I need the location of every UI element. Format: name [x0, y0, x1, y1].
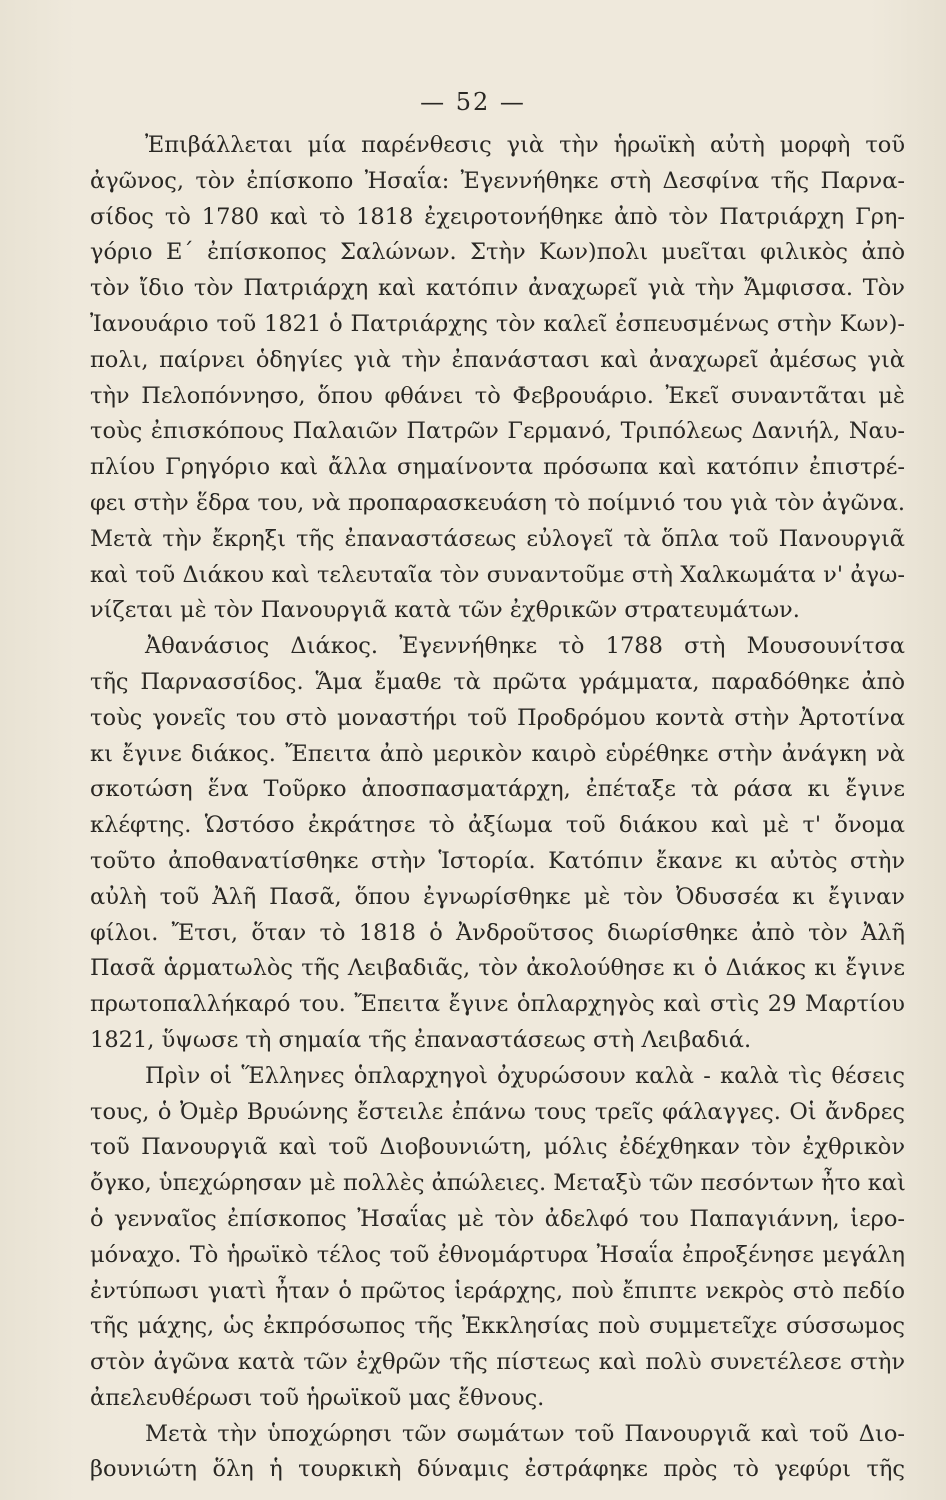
text-line: Πασᾶ ἁρματωλὸς τῆς Λειβαδιᾶς, τὸν ἀκολούθησε κι ὁ Διάκος κι ἔγινε [90, 955, 905, 982]
text-line: τῆς Παρνασσίδος. Ἅμα ἔμαθε τὰ πρῶτα γράμματα, παραδόθηκε ἀπὸ [90, 668, 905, 695]
text-line: βουνιώτη ὅλη ἡ τουρκικὴ δύναμις ἐστράφηκε πρὸς τὸ γεφύρι τῆς [90, 1456, 905, 1483]
text-line: κι ἔγινε διάκος. Ἔπειτα ἀπὸ μερικὸν καιρὸ εὑρέθηκε στὴν ἀνάγκη νὰ [90, 740, 905, 767]
text-line: πρωτοπαλλήκαρό του. Ἔπειτα ἔγινε ὁπλαρχηγὸς καὶ στὶς 29 Μαρτίου [90, 991, 905, 1018]
text-line: σκοτώση ἕνα Τοῦρκο ἀποσπασματάρχη, ἐπέταξε τὰ ράσα κι ἔγινε [90, 776, 905, 803]
text-line: κλέφτης. Ὡστόσο ἐκράτησε τὸ ἀξίωμα τοῦ διάκου καὶ μὲ τ' ὄνομα [90, 812, 905, 839]
text-line: τοῦτο ἀποθανατίσθηκε στὴν Ἱστορία. Κατόπιν ἔκανε κι αὐτὸς στὴν [90, 847, 905, 874]
text-line: τοὺς γονεῖς του στὸ μοναστήρι τοῦ Προδρόμου κοντὰ στὴν Ἀρτοτίνα [90, 704, 905, 731]
text-line: τὴν Πελοπόννησο, ὅπου φθάνει τὸ Φεβρουάριο. Ἐκεῖ συναντᾶται μὲ [90, 382, 905, 409]
text-line: νίζεται μὲ τὸν Πανουργιᾶ κατὰ τῶν ἐχθρικῶν στρατευμάτων. [90, 597, 800, 624]
text-line: καὶ τοῦ Διάκου καὶ τελευταῖα τὸν συναντοῦμε στὴ Χαλκωμάτα ν' ἀγω- [90, 561, 905, 588]
text-line: τῆς μάχης, ὡς ἐκπρόσωπος τῆς Ἐκκλησίας ποὺ συμμετεῖχε σύσσωμος [90, 1313, 905, 1340]
text-line: Ἐπιβάλλεται μία παρένθεσις γιὰ τὴν ἡρωϊκὴ αὐτὴ μορφὴ τοῦ [145, 132, 905, 158]
text-line: ἀπελευθέρωσι τοῦ ἡρωϊκοῦ μας ἔθνους. [90, 1384, 545, 1411]
text-line: φει στὴν ἕδρα του, νὰ προπαρασκευάση τὸ ποίμνιό του γιὰ τὸν ἀγῶνα. [90, 489, 905, 516]
text-line: Πρὶν οἱ Ἕλληνες ὁπλαρχηγοὶ ὀχυρώσουν καλὰ - καλὰ τὶς θέσεις [145, 1062, 905, 1089]
text-line: μόναχο. Τὸ ἡρωϊκὸ τέλος τοῦ ἐθνομάρτυρα Ἠσαΐα ἐπροξένησε μεγάλη [90, 1241, 905, 1268]
text-line: Ἰανουάριο τοῦ 1821 ὁ Πατριάρχης τὸν καλεῖ ἐσπευσμένως στὴν Κων)- [90, 310, 905, 337]
text-line: πλίου Γρηγόριο καὶ ἄλλα σημαίνοντα πρόσωπα καὶ κατόπιν ἐπιστρέ- [90, 454, 905, 481]
text-line: Ἀθανάσιος Διάκος. Ἐγεννήθηκε τὸ 1788 στὴ Μουσουνίτσα [145, 633, 905, 660]
text-line: Μετὰ τὴν ὑποχώρησι τῶν σωμάτων τοῦ Πανουργιᾶ καὶ τοῦ Διο- [145, 1420, 905, 1447]
text-line: στὸν ἀγῶνα κατὰ τῶν ἐχθρῶν τῆς πίστεως καὶ πολὺ συνετέλεσε στὴν [90, 1349, 905, 1376]
body-text [90, 128, 905, 1488]
text-line: ὁ γενναῖος ἐπίσκοπος Ἠσαΐας μὲ τὸν ἀδελφό του Παπαγιάννη, ἱερο- [90, 1205, 905, 1232]
text-line: 1821, ὕψωσε τὴ σημαία τῆς ἐπαναστάσεως στὴ Λειβαδιά. [90, 1026, 752, 1053]
text-line: γόριο Ε΄ ἐπίσκοπος Σαλώνων. Στὴν Κων)πολι μυεῖται φιλικὸς ἀπὸ [90, 239, 905, 266]
page-number: — 52 — [420, 88, 526, 116]
text-line: ἐντύπωσι γιατὶ ἦταν ὁ πρῶτος ἱεράρχης, ποὺ ἔπιπτε νεκρὸς στὸ πεδίο [90, 1277, 905, 1304]
text-line: ὄγκο, ὑπεχώρησαν μὲ πολλὲς ἀπώλειες. Μεταξὺ τῶν πεσόντων ἦτο καὶ [90, 1170, 906, 1197]
text-line: αὐλὴ τοῦ Ἀλῆ Πασᾶ, ὅπου ἐγνωρίσθηκε μὲ τὸν Ὀδυσσέα κι ἔγιναν [90, 883, 905, 910]
text-line: ἀγῶνος, τὸν ἐπίσκοπο Ἠσαΐα: Ἐγεννήθηκε στὴ Δεσφίνα τῆς Παρνα- [90, 167, 905, 194]
text-line: Μετὰ τὴν ἔκρηξι τῆς ἐπαναστάσεως εὐλογεῖ τὰ ὅπλα τοῦ Πανουργιᾶ [90, 525, 905, 552]
text-line: τους, ὁ Ὀμὲρ Βρυώνης ἔστειλε ἐπάνω τους τρεῖς φάλαγγες. Οἱ ἄνδρες [90, 1098, 905, 1125]
text-line: πολι, παίρνει ὁδηγίες γιὰ τὴν ἐπανάστασι καὶ ἀναχωρεῖ ἀμέσως γιὰ [90, 346, 905, 373]
text-line: τοῦ Πανουργιᾶ καὶ τοῦ Διοβουνιώτη, μόλις ἐδέχθηκαν τὸν ἐχθρικὸν [90, 1134, 905, 1161]
text-line: τὸν ἴδιο τὸν Πατριάρχη καὶ κατόπιν ἀναχωρεῖ γιὰ τὴν Ἄμφισσα. Τὸν [90, 275, 905, 302]
text-line: σίδος τὸ 1780 καὶ τὸ 1818 ἐχειροτονήθηκε ἀπὸ τὸν Πατριάρχη Γρη- [90, 203, 905, 230]
text-line: φίλοι. Ἔτσι, ὅταν τὸ 1818 ὁ Ἀνδροῦτσος διωρίσθηκε ἀπὸ τὸν Ἀλῆ [90, 919, 905, 946]
text-line: τοὺς ἐπισκόπους Παλαιῶν Πατρῶν Γερμανό, Τριπόλεως Δανιήλ, Ναυ- [90, 418, 905, 445]
